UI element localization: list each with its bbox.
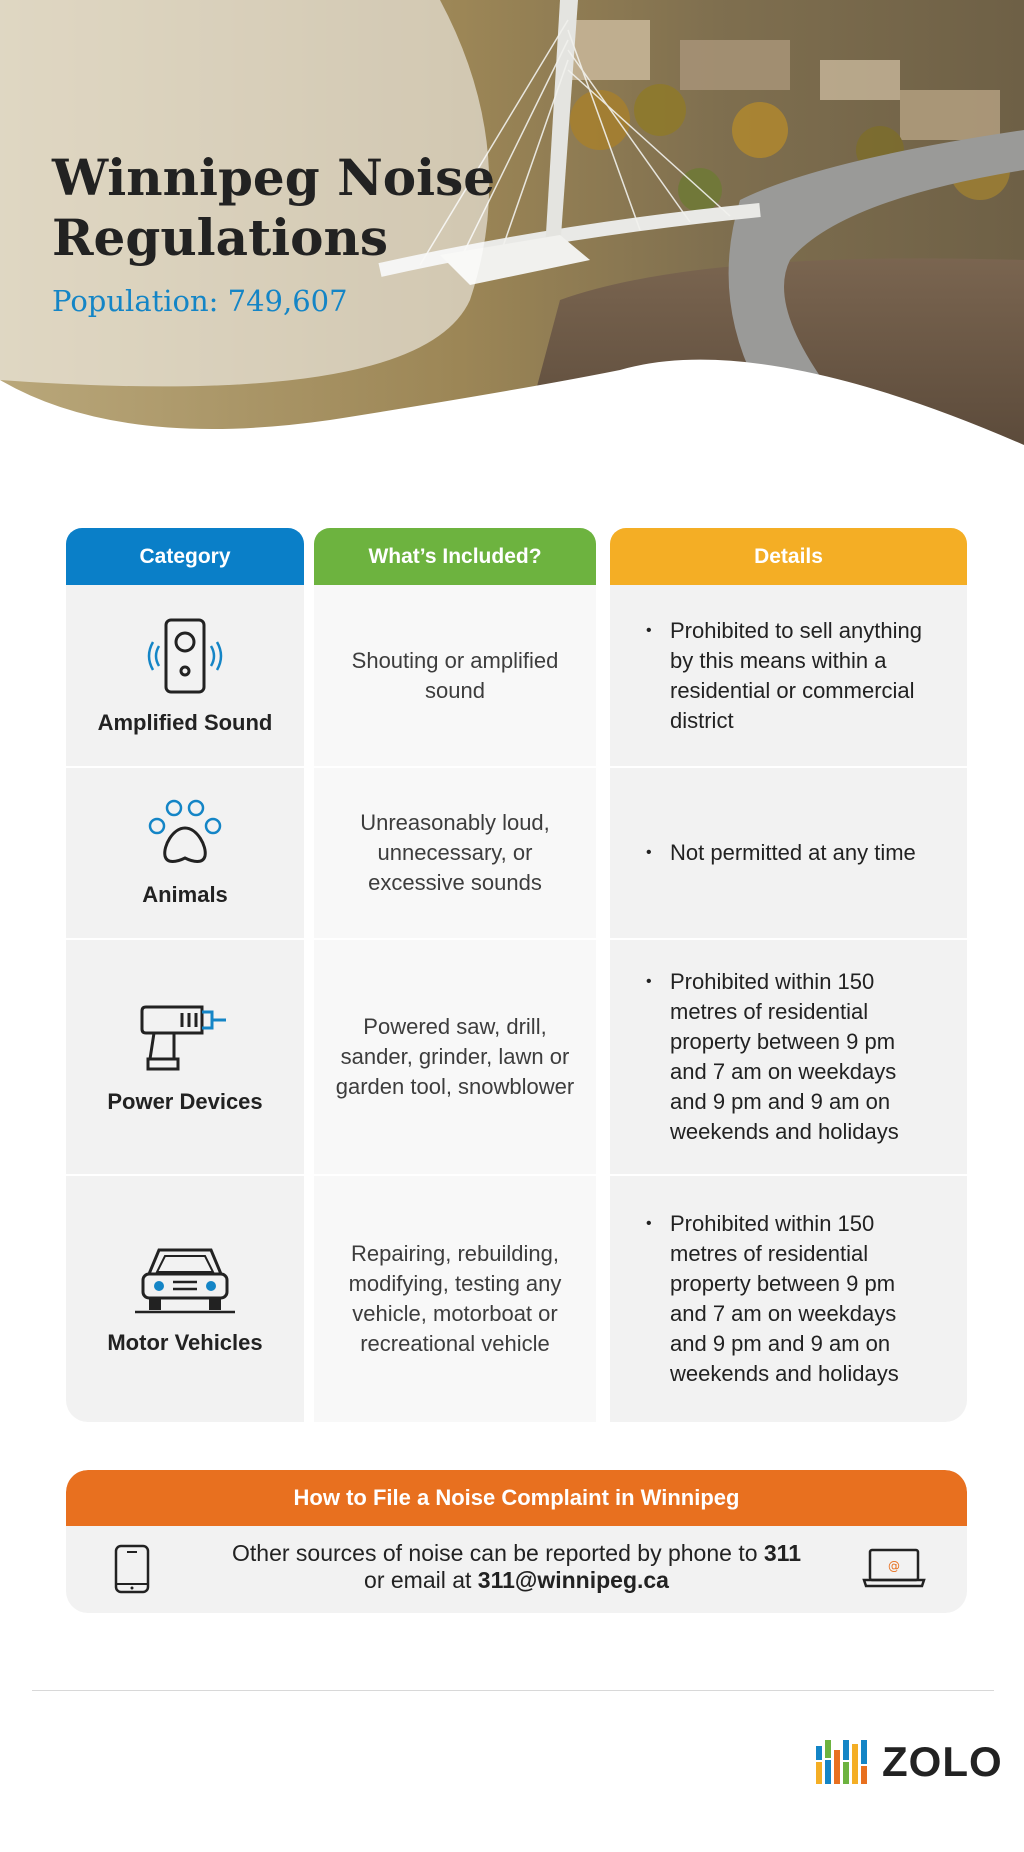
details-text: Not permitted at any time — [670, 840, 916, 865]
included-column — [314, 528, 596, 1422]
zolo-logo-text: ZOLO — [882, 1738, 1003, 1785]
noise-regulations-table — [66, 528, 967, 1422]
zolo-logo-mark — [816, 1740, 874, 1784]
drill-icon — [140, 999, 230, 1075]
speaker-icon — [147, 616, 223, 696]
svg-text:@: @ — [888, 1559, 900, 1573]
complaint-body — [66, 1526, 967, 1613]
noise-complaint-panel — [66, 1470, 967, 1613]
details-cell — [610, 585, 967, 766]
details-header: Details — [610, 528, 967, 585]
details-bullet: • Prohibited to sell anything by this means within a residential or commercial district — [610, 616, 967, 736]
page-title-line-2: Regulations — [52, 208, 389, 267]
category-cell-power-devices — [66, 940, 304, 1174]
category-label: Amplified Sound — [97, 709, 273, 735]
complaint-title: How to File a Noise Complaint in Winnipeg — [66, 1470, 967, 1526]
details-column — [610, 528, 967, 1422]
details-bullet: • Prohibited within 150 metres of residential property between 9 pm and 7 am on weekdays and 9 pm and 9 am on weekends and holidays — [610, 967, 967, 1147]
category-column — [66, 528, 304, 1422]
category-label: Animals — [142, 882, 228, 907]
category-label: Power Devices — [107, 1089, 263, 1114]
details-cell — [610, 768, 967, 938]
zolo-logo — [816, 1738, 1003, 1786]
complaint-phone[interactable]: 311 — [763, 1540, 801, 1566]
category-cell-motor-vehicles — [66, 1176, 304, 1422]
page-title-line-1: Winnipeg Noise — [52, 148, 496, 207]
details-text: Prohibited within 150 metres of residential property between 9 pm and 7 am on weekdays and 9 pm and 9 am on weekends and holidays — [670, 1211, 899, 1386]
complaint-email[interactable]: 311@winnipeg.ca — [477, 1567, 669, 1593]
population-label: Population: 749,607 — [52, 284, 348, 318]
included-cell: Shouting or amplified sound — [314, 585, 596, 766]
details-bullet: • Not permitted at any time — [610, 838, 946, 868]
included-cell: Repairing, rebuilding, modifying, testing any vehicle, motorboat or recreational vehicle — [314, 1176, 596, 1422]
details-bullet: • Prohibited within 150 metres of residential property between 9 pm and 7 am on weekdays and 9 pm and 9 am on weekends and holidays — [610, 1209, 967, 1389]
footer-divider — [32, 1690, 994, 1691]
category-label: Motor Vehicles — [107, 1330, 263, 1355]
category-cell-amplified-sound — [66, 585, 304, 766]
details-cell — [610, 1176, 967, 1422]
paw-icon — [145, 798, 225, 868]
details-text: Prohibited within 150 metres of residential property between 9 pm and 7 am on weekdays and 9 pm and 9 am on weekends and holidays — [670, 969, 899, 1144]
details-cell — [610, 940, 967, 1174]
category-cell-animals — [66, 768, 304, 938]
details-text: Prohibited to sell anything by this means within a residential or commercial district — [670, 617, 922, 733]
car-icon — [135, 1242, 235, 1316]
included-header: What’s Included? — [314, 528, 596, 585]
laptop-email-icon — [862, 1548, 926, 1588]
complaint-text-part2: or email at — [364, 1567, 478, 1593]
category-header: Category — [66, 528, 304, 585]
complaint-text — [186, 1540, 847, 1594]
included-cell: Unreasonably loud, unnecessary, or excessive sounds — [314, 768, 596, 938]
included-cell: Powered saw, drill, sander, grinder, lawn or garden tool, snowblower — [314, 940, 596, 1174]
page-title — [52, 148, 495, 268]
complaint-text-part1: Other sources of noise can be reported by phone to — [232, 1540, 764, 1566]
phone-icon — [114, 1544, 150, 1594]
hero-banner — [0, 0, 1024, 450]
